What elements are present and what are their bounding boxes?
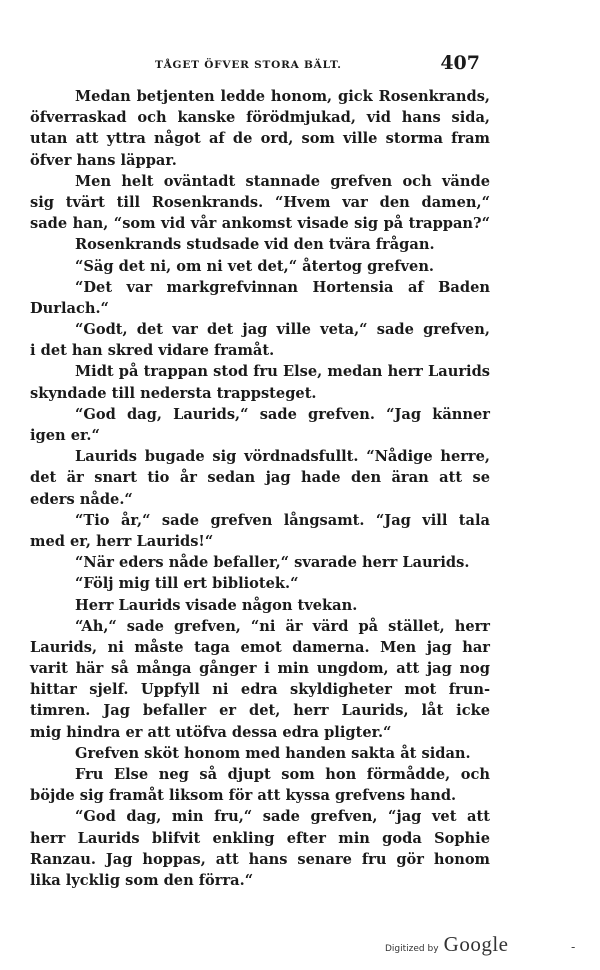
text-line: öfverraskad och kanske förödmjukad, vid hans sida, bbox=[30, 109, 490, 127]
text-line: sade han, “som vid vår ankomst visade sig på trappan?“ bbox=[30, 215, 490, 233]
text-line: Laurids bugade sig vördnadsfullt. “Nådige herre, bbox=[75, 448, 490, 466]
text-line: “Tio år,“ sade grefven långsamt. “Jag vill tala bbox=[75, 511, 490, 529]
text-line: herr Laurids blifvit enkling efter min goda Sophie bbox=[30, 829, 490, 847]
text-line: hittar sjelf. Uppfyll ni edra skyldigheter mot frun- bbox=[30, 681, 490, 699]
running-title: TÅGET ÖFVER STORA BÄLT. bbox=[155, 59, 342, 71]
text-line: i det han skred vidare framåt. bbox=[30, 342, 275, 360]
text-line: timren. Jag befaller er det, herr Laurids, låt icke bbox=[30, 702, 490, 720]
text-line: Ranzau. Jag hoppas, att hans senare fru gör honom bbox=[30, 850, 490, 868]
watermark-brand: Google bbox=[443, 932, 509, 956]
body-text bbox=[30, 86, 490, 891]
text-line: “När eders nåde befaller,“ svarade herr Laurids. bbox=[75, 554, 470, 572]
text-line: igen er.“ bbox=[30, 427, 100, 444]
text-line: sig tvärt till Rosenkrands. “Hvem var den damen,“ bbox=[30, 193, 490, 211]
text-line: böjde sig framåt liksom för att kyssa grefvens hand. bbox=[30, 787, 457, 805]
page-header bbox=[30, 52, 480, 78]
text-line: “God dag, Laurids,“ sade grefven. “Jag känner bbox=[75, 405, 490, 423]
text-line: lika lycklig som den förra.“ bbox=[30, 871, 254, 889]
text-line: Herr Laurids visade någon tvekan. bbox=[75, 596, 358, 614]
text-line: Fru Else neg så djupt som hon förmådde, och bbox=[75, 766, 490, 783]
scan-mark: - bbox=[571, 940, 576, 954]
text-line: Grefven sköt honom med handen sakta åt sidan. bbox=[75, 744, 471, 762]
page-number: 407 bbox=[440, 52, 480, 74]
text-line: det är snart tio år sedan jag hade den äran att se bbox=[30, 469, 490, 487]
text-line: “Följ mig till ert bibliotek.“ bbox=[75, 575, 299, 593]
text-line: Men helt oväntadt stannade grefven och vände bbox=[75, 172, 490, 190]
text-line: “God dag, min fru,“ sade grefven, “jag vet att bbox=[75, 808, 490, 826]
text-line: Midt på trappan stod fru Else, medan herr Laurids bbox=[75, 363, 490, 381]
text-line: skyndade till nedersta trappsteget. bbox=[30, 384, 317, 402]
text-line: varit här så många gånger i min ungdom, att jag nog bbox=[30, 660, 490, 678]
google-watermark bbox=[385, 932, 508, 962]
watermark-prefix: Digitized by bbox=[385, 944, 439, 954]
text-line: “Det var markgrefvinnan Hortensia af Baden bbox=[75, 278, 490, 296]
text-line: “Ah,“ sade grefven, “ni är värd på stället, herr bbox=[75, 617, 490, 635]
text-line: utan att yttra något af de ord, som ville storma fram bbox=[30, 130, 490, 148]
text-line: mig hindra er att utöfva dessa edra pligter.“ bbox=[30, 723, 392, 741]
text-line: öfver hans läppar. bbox=[30, 151, 177, 169]
text-line: med er, herr Laurids!“ bbox=[30, 532, 214, 550]
text-line: Durlach.“ bbox=[30, 299, 109, 317]
text-line: Medan betjenten ledde honom, gick Rosenkrands, bbox=[75, 88, 490, 105]
text-line: Rosenkrands studsade vid den tvära frågan. bbox=[75, 236, 435, 254]
text-line: “Godt, det var det jag ville veta,“ sade grefven, bbox=[75, 321, 490, 339]
text-line: eders nåde.“ bbox=[30, 490, 133, 508]
text-line: “Säg det ni, om ni vet det,“ återtog grefven. bbox=[75, 257, 435, 275]
text-line: Laurids, ni måste taga emot damerna. Men jag har bbox=[30, 638, 490, 656]
